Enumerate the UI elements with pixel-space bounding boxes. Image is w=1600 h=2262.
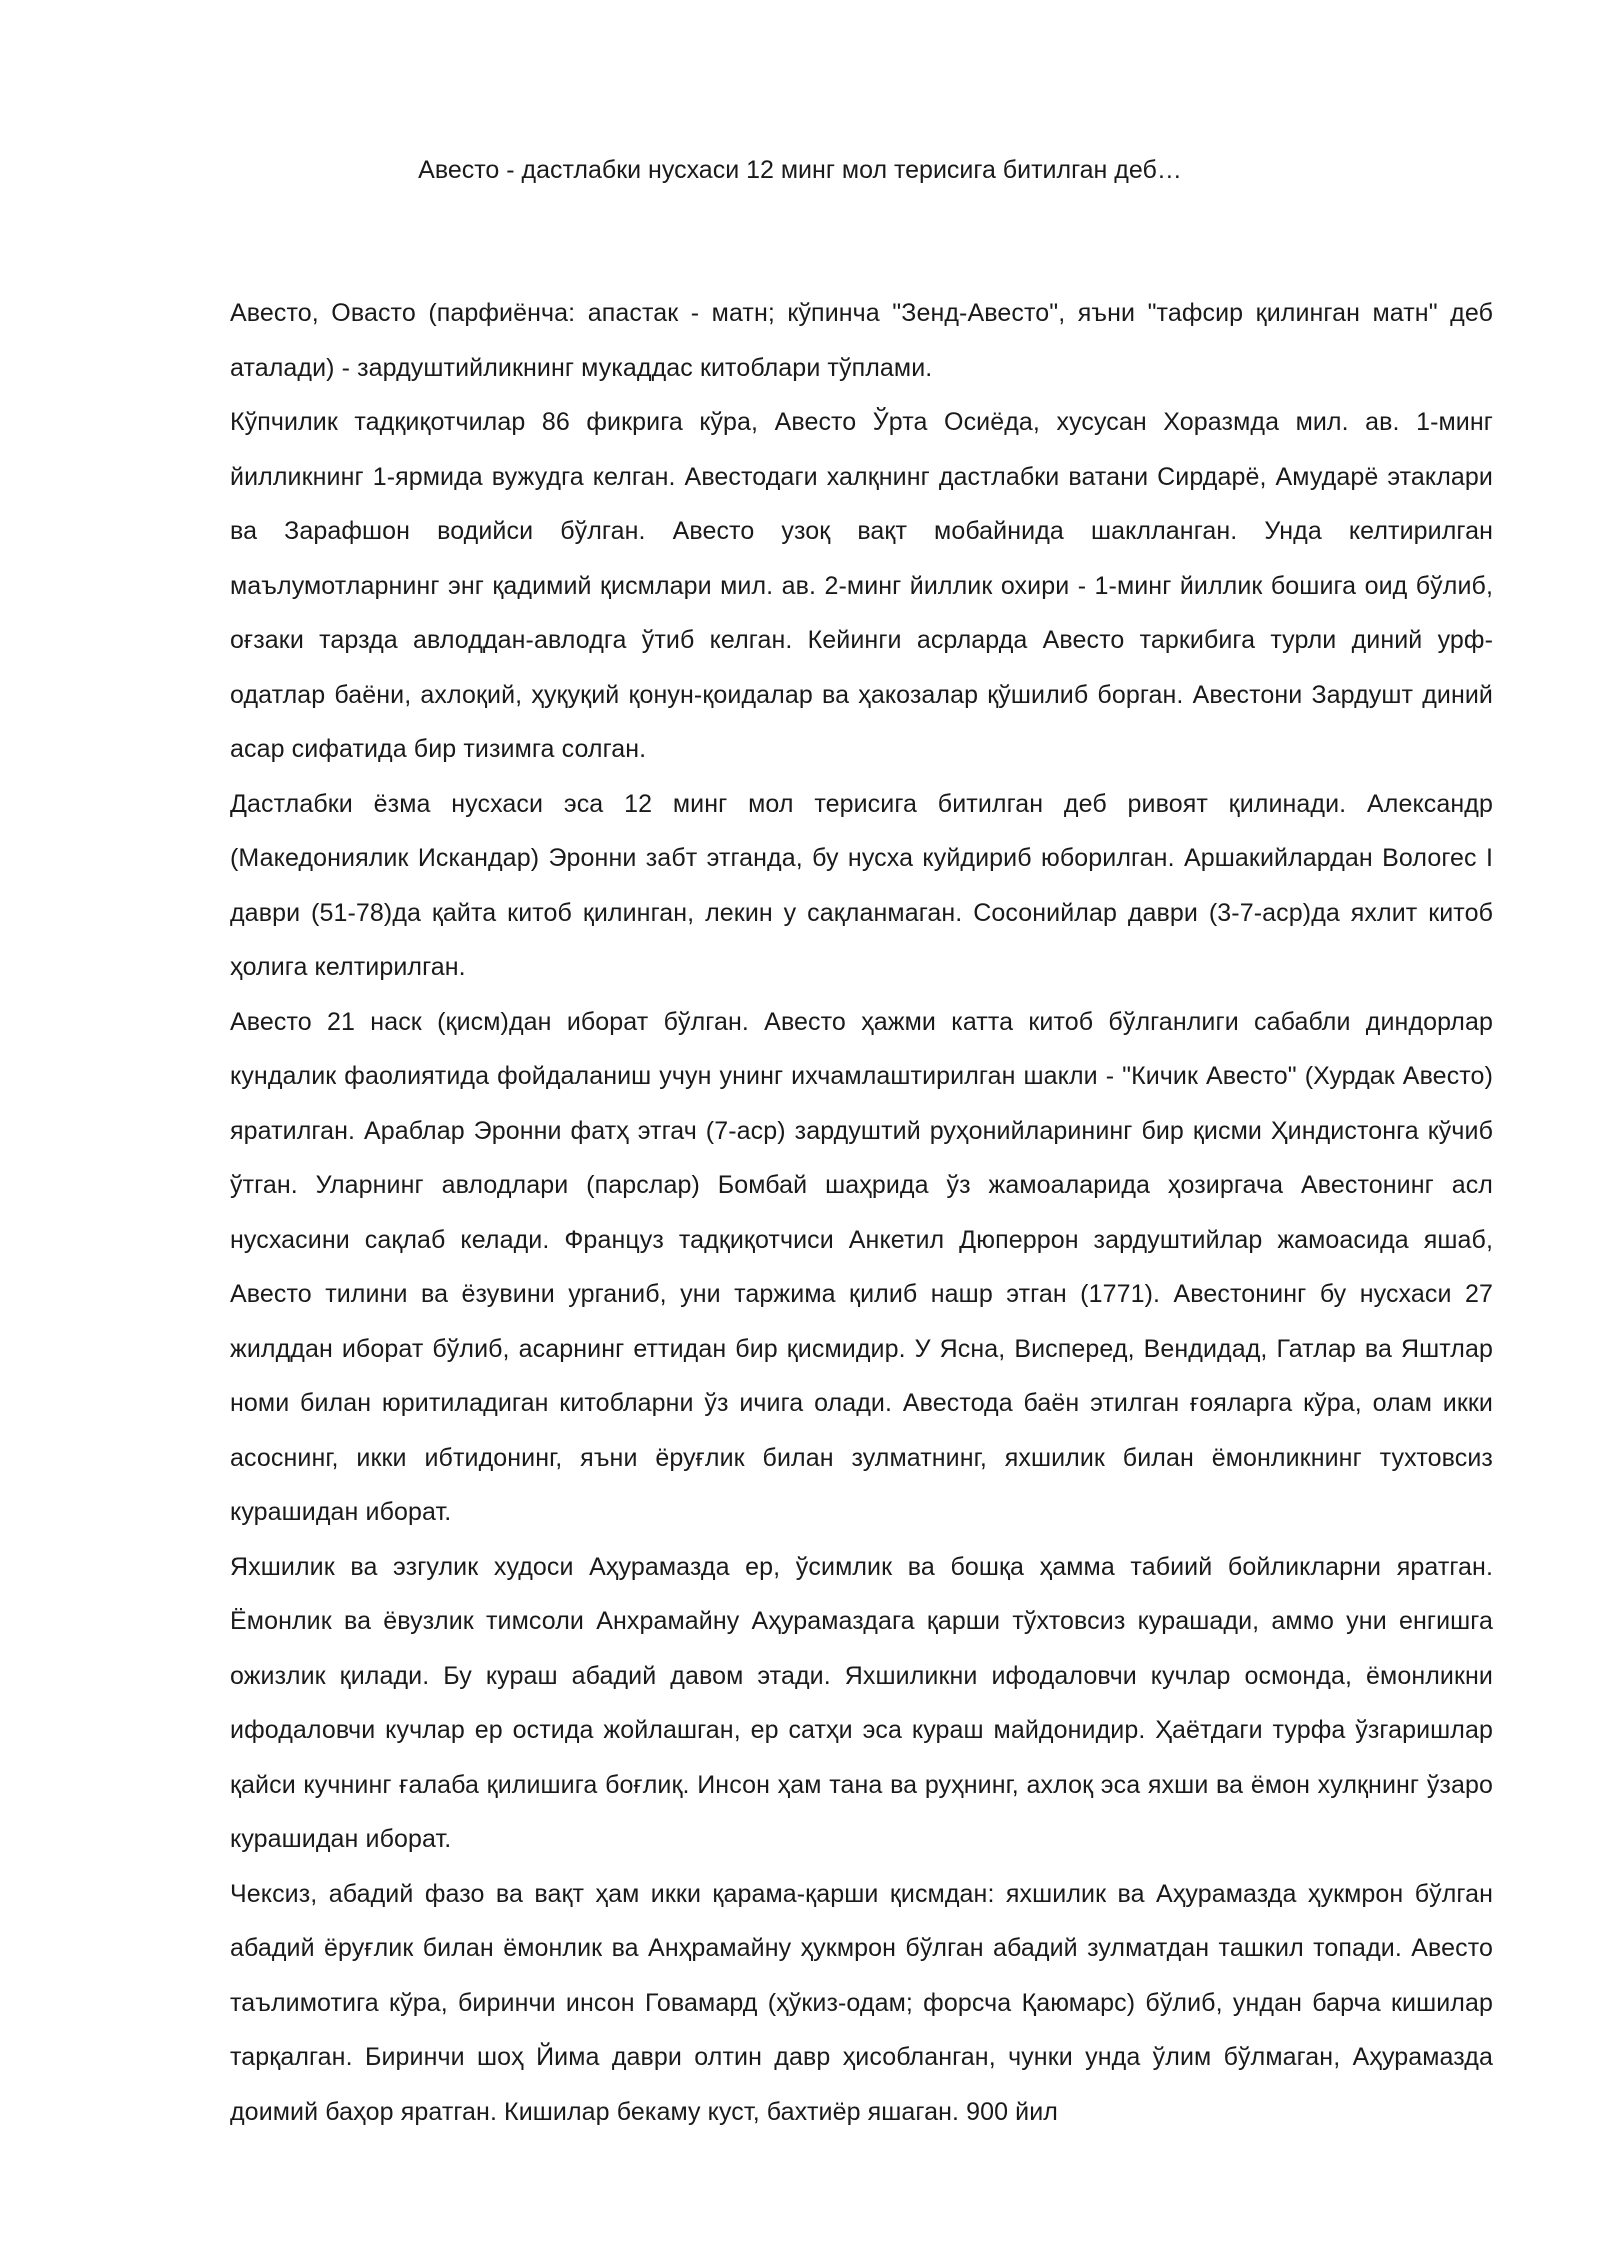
paragraph-written-copy: Дастлабки ёзма нусхаси эса 12 минг мол терисига битилган деб ривоят қилинади. Александр (Македониялик Искандар) Эронни забт этганда, бу нусха куйдириб юборилган. Аршакийлардан Вологес I даври (51-78)да қайта китоб қилинган, лекин у сақланмаган. Сосонийлар даври (3-7-аср)да яхлит китоб ҳолига келтирилган. [230,789,1493,981]
paragraph-origin: Кўпчилик тадқиқотчилар 86 фикрига кўра, Авесто Ўрта Осиёда, хусусан Хоразмда мил. ав. 1-минг йилликнинг 1-ярмида вужудга келган. Авестодаги халқнинг дастлабки ватани Сирдарё, Амударё этаклари ва Зарафшон водийси бўлган. Авесто узоқ вақт мобайнида шаклланган. Унда келтирилган маълумотларнинг энг қадимий қисмлари мил. ав. 2-минг йиллик охири - 1-минг йиллик бошига оид бўлиб, оғзаки тарзда авлоддан-авлодга ўтиб келган. Кейинги асрларда Авесто таркибига турли диний урф-одатлар баёни, ахлоқий, ҳуқуқий қонун-қоидалар ва ҳакозалар қўшилиб борган. Авестони Зардушт диний асар сифатида бир тизимга солган. [230,408,1493,763]
document-title: Авесто - дастлабки нусхаси 12 минг мол терисига битилган деб… [418,156,1182,184]
paragraph-space-and-time: Чексиз, абадий фазо ва вақт ҳам икки қарама-қарши қисмдан: яхшилик ва Аҳурамазда ҳукмрон бўлган абадий ёруғлик билан ёмонлик ва Анҳрамайну ҳукмрон бўлган абадий зулматдан ташкил топади. Авесто таълимотига кўра, биринчи инсон Говамард (ҳўкиз-одам; форсча Қаюмарс) бўлиб, ундан барча кишилар тарқалган. Биринчи шоҳ Йима даври олтин давр ҳисобланган, чунки унда ўлим бўлмаган, Аҳурамазда доимий баҳор яратган. Кишилар бекаму куст, бахтиёр яшаган. 900 йил [230,1879,1493,2126]
document-body [230,286,1493,2139]
paragraph-definition: Авесто, Оваcто (парфиёнча: апастак - матн; кўпинча "Зенд-Авесто", яъни "тафсир қилинган матн" деб аталади) - зардуштийликнинг мукаддас китоблари тўплами. [230,299,1493,382]
paragraph-good-and-evil: Яхшилик ва эзгулик худоси Аҳурамазда ер, ўсимлик ва бошқа ҳамма табиий бойликларни яратган. Ёмонлик ва ёвузлик тимсоли Анхрамайну Аҳурамаздага қарши тўхтовсиз курашади, аммо уни енгишга ожизлик қилади. Бу кураш абадий давом этади. Яхшиликни ифодаловчи кучлар осмонда, ёмонликни ифодаловчи кучлар ер остида жойлашган, ер сатҳи эса кураш майдонидир. Ҳаётдаги турфа ўзгаришлар қайси кучнинг ғалаба қилишига боғлиқ. Инсон ҳам тана ва руҳнинг, ахлоқ эса яхши ва ёмон хулқнинг ўзаро курашидан иборат. [230,1552,1493,1853]
paragraph-structure: Авесто 21 наск (қисм)дан иборат бўлган. Авесто ҳажми катта китоб бўлганлиги сабабли диндорлар кундалик фаолиятида фойдаланиш учун унинг ихчамлаштирилган шакли - "Кичик Авесто" (Хурдак Авесто) яратилган. Араблар Эронни фатҳ этгач (7-аср) зардуштий руҳонийларининг бир қисми Ҳиндистонга кўчиб ўтган. Уларнинг авлодлари (парслар) Бомбай шаҳрида ўз жамоаларида ҳозиргача Авестонинг асл нусхасини сақлаб келади. Француз тадқиқотчиси Анкетил Дюперрон зардуштийлар жамоасида яшаб, Авесто тилини ва ёзувини урганиб, уни таржима қилиб нашр этган (1771). Авестонинг бу нусхаси 27 жилддан иборат бўлиб, асарнинг еттидан бир қисмидир. У Ясна, Висперед, Вендидад, Гатлар ва Яштлар номи билан юритиладиган китобларни ўз ичига олади. Авестода баён этилган ғояларга кўра, олам икки асоснинг, икки ибтидонинг, яъни ёруғлик билан зулматнинг, яхшилик билан ёмонликнинг тухтовсиз курашидан иборат. [230,1007,1493,1526]
